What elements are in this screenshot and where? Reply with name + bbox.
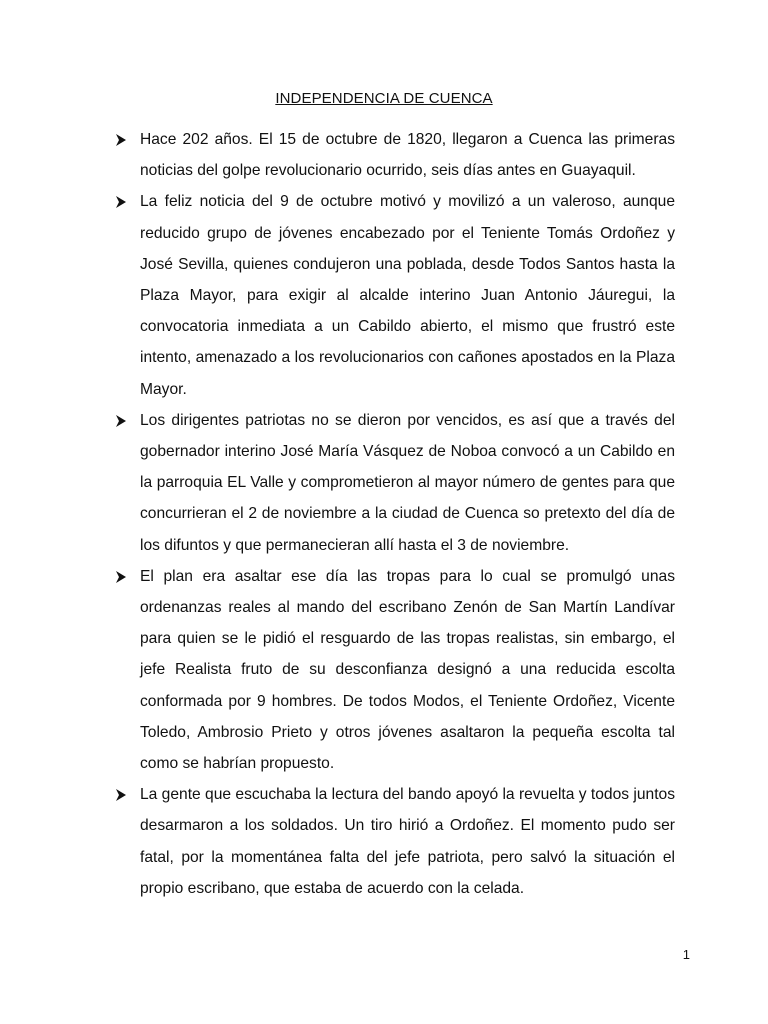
list-item (115, 124, 675, 186)
paragraph-text: La gente que escuchaba la lectura del bando apoyó la revuelta y todos juntos desarmaron a los soldados. Un tiro hirió a Ordoñez. El momento pudo ser fatal, por la momentánea falta del jefe patriota, pero salvó la situación el propio escribano, que estaba de acuerdo con la celada. (140, 786, 675, 897)
arrowhead-bullet-icon (115, 405, 135, 436)
arrowhead-bullet-icon (115, 561, 135, 592)
list-item (115, 561, 675, 779)
list-item (115, 779, 675, 904)
paragraph-text: El plan era asaltar ese día las tropas para lo cual se promulgó unas ordenanzas reales al mando del escribano Zenón de San Martín Landívar para quien se le pidió el resguardo de las tropas realistas, sin embargo, el jefe Realista fruto de su desconfianza designó a una reducida escolta conformada por 9 hombres. De todos Modos, el Teniente Ordoñez, Vicente Toledo, Ambrosio Prieto y otros jóvenes asaltaron la pequeña escolta tal como se habrían propuesto. (140, 567, 675, 773)
paragraph-text: Los dirigentes patriotas no se dieron por vencidos, es así que a través del gobernador interino José María Vásquez de Noboa convocó a un Cabildo en la parroquia EL Valle y comprometieron al mayor número de gentes para que concurrieran el 2 de noviembre a la ciudad de Cuenca so pretexto del día de los difuntos y que permanecieran allí hasta el 3 de noviembre. (140, 411, 675, 554)
paragraph-text: La feliz noticia del 9 de octubre motivó y movilizó a un valeroso, aunque reducido grupo de jóvenes encabezado por el Teniente Tomás Ordoñez y José Sevilla, quienes condujeron una poblada, desde Todos Santos hasta la Plaza Mayor, para exigir al alcalde interino Juan Antonio Jáuregui, la convocatoria inmediata a un Cabildo abierto, el mismo que frustró este intento, amenazado a los revolucionarios con cañones apostados en la Plaza Mayor. (140, 193, 675, 398)
arrowhead-bullet-icon (115, 124, 135, 155)
arrowhead-bullet-icon (115, 779, 135, 810)
list-item (115, 405, 675, 561)
list-item (115, 186, 675, 404)
arrowhead-bullet-icon (115, 186, 135, 217)
page-number: 1 (682, 947, 690, 962)
paragraph-text: Hace 202 años. El 15 de octubre de 1820, llegaron a Cuenca las primeras noticias del golpe revolucionario ocurrido, seis días antes en Guayaquil. (140, 131, 675, 180)
document-title: INDEPENDENCIA DE CUENCA (275, 90, 493, 107)
paragraph-list (115, 124, 675, 904)
